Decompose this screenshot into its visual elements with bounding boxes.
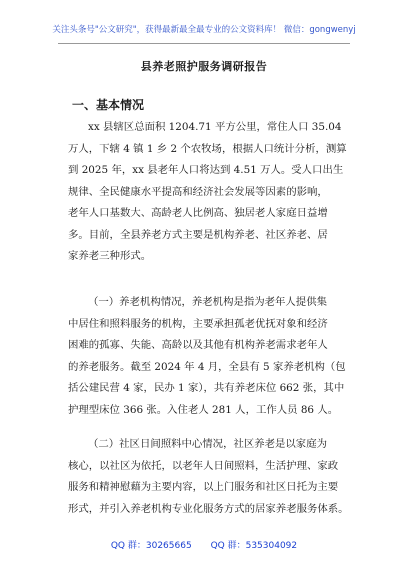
paragraph-line: 护理型床位 366 张。入住老人 281 人，工作人员 86 人。 [68,403,339,416]
paragraph-line: 困难的孤寡、失能、高龄以及其他有机构养老需求老年人 [68,339,328,351]
paragraph-line: 的养老服务。截至 2024 年 4 月，全县有 5 家养老机构（包 [68,360,346,373]
paragraph-line: 老年人口基数大、高龄老人比例高、独居老人家庭日益增 [68,207,328,219]
paragraph-line: 形式，并引入养老机构专业化服务方式的居家养老服务体系。 [68,502,349,515]
header-note: 关注头条号"公文研究"，获得最新最全最专业的公文资料库！ 微信：gongwenyj [52,25,356,35]
paragraph-basic-overview [68,117,347,268]
paragraph-line: （一）养老机构情况，养老机构是指为老年人提供集 [88,296,327,308]
header-divider [58,43,350,44]
paragraph-line: 家养老三种形式。 [68,250,152,262]
paragraph-line: 中居住和照料服务的机构，主要承担孤老优抚对象和经济 [68,317,328,330]
paragraph-line: （二）社区日间照料中心情况，社区养老是以家庭为 [88,438,327,450]
paragraph-line: xx 县辖区总面积 1204.71 平方公里，常住人口 35.04 [88,121,342,133]
footer-qq-group-2: QQ 群：535304092 [210,541,298,551]
paragraph-elderly-institutions [68,292,346,421]
paragraph-line: 核心，以社区为依托，以老年人日间照料，生活护理、家政 [68,459,339,472]
paragraph-line: 多。目前，全县养老方式主要是机构养老、社区养老、居 [68,228,328,241]
paragraph-line: 规律、全民健康水平提高和经济社会发展等因素的影响， [68,185,328,198]
footer-qq-group-1: QQ 群：30265665 [110,541,192,551]
paragraph-community-daycare [68,434,349,520]
paragraph-line: 万人，下辖 4 镇 1 乡 2 个农牧场，根据人口统计分析，测算 [68,142,347,155]
paragraph-line: 到 2025 年，xx 县老年人口将达到 4.51 万人。受人口出生 [68,164,344,176]
section-heading: 一、基本情况 [72,98,145,112]
paragraph-line: 括公建民营 4 家，民办 1 家），共有养老床位 662 张，其中 [68,382,345,394]
document-title: 县养老照护服务调研报告 [140,60,268,73]
paragraph-line: 服务和精神慰藉为主要内容，以上门服务和社区日托为主要 [68,481,339,493]
footer-contacts [0,538,408,551]
